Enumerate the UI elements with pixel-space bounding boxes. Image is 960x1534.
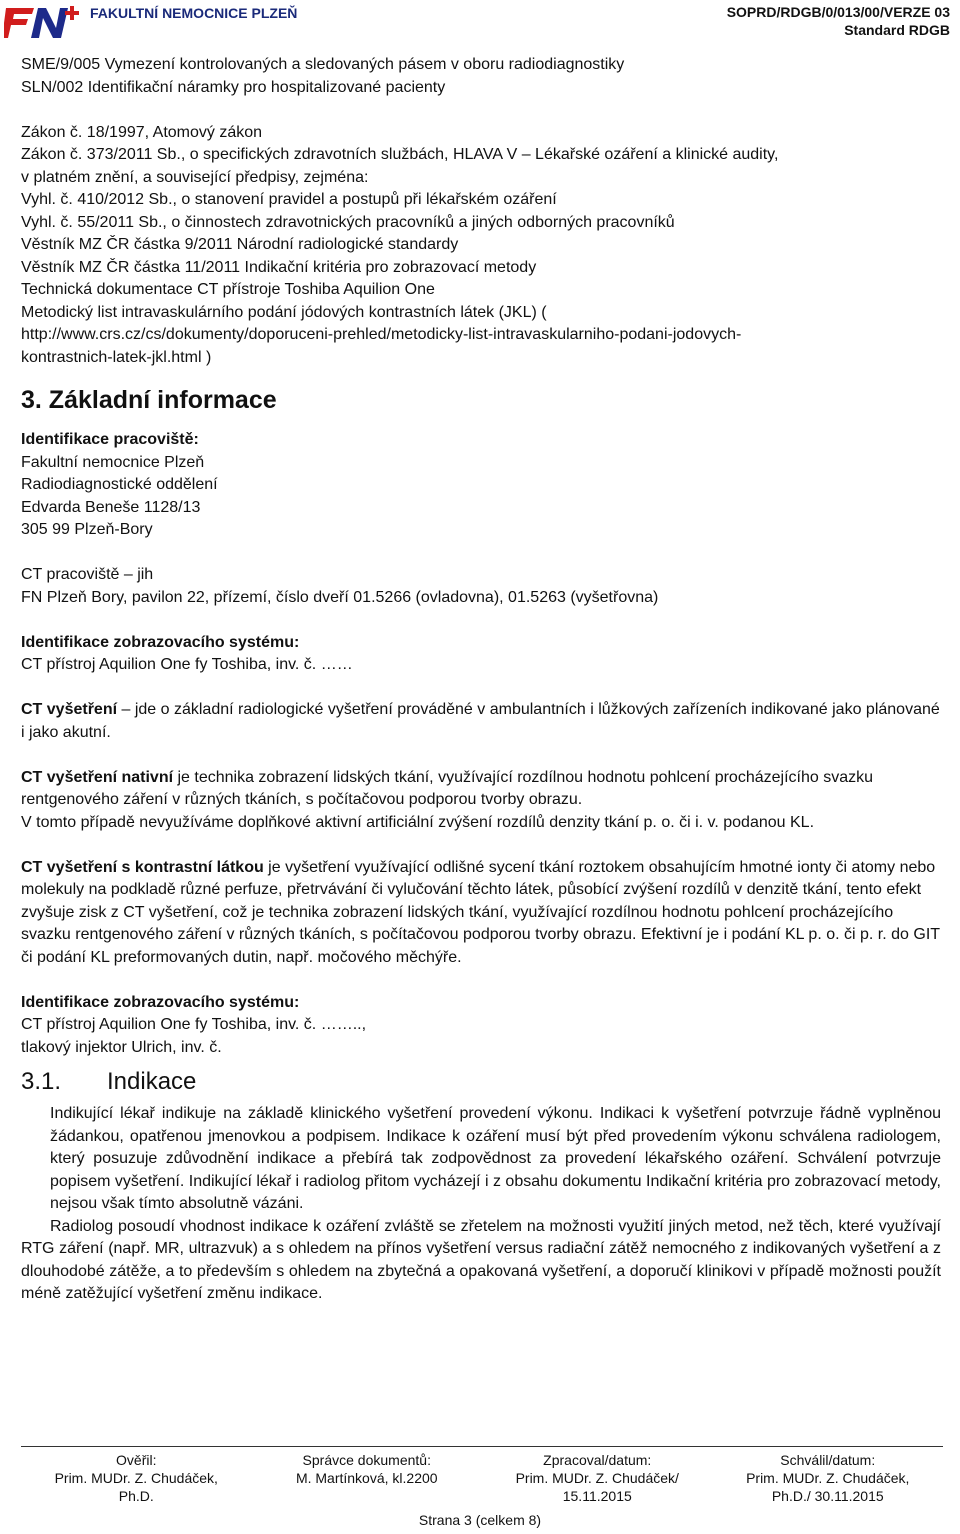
footer-value: Ph.D./ 30.11.2015: [771, 1488, 884, 1504]
ct-definition: [21, 699, 941, 744]
contrast-term: CT vyšetření s kontrastní látkou: [21, 858, 264, 876]
system-device: CT přístroj Aquilion One fy Toshiba, inv. č. ……..,: [21, 1016, 367, 1033]
contrast-definition: [21, 857, 941, 970]
footer-value: Prim. MUDr. Z. Chudáček,: [746, 1470, 910, 1486]
injector-line: tlakový injektor Ulrich, inv. č.: [21, 1038, 222, 1056]
ct-location: FN Plzeň Bory, pavilon 22, přízemí, číslo dveří 01.5266 (ovladovna), 01.5263 (vyšetřovna): [21, 588, 659, 606]
address-line: Fakultní nemocnice Plzeň: [21, 453, 205, 471]
ref-line: SLN/002 Identifikační náramky pro hospitalizované pacienty: [21, 78, 446, 96]
fn-logo: [4, 4, 84, 45]
workplace-label: Identifikace pracoviště:: [21, 431, 199, 448]
native-def-text: je technika zobrazení lidských tkání, využívající rozdílnou hodnotu pohlcení procházejícího svazku rentgenového záření v různých tkáních, s počítačovou podporou tvorby obrazu.: [21, 768, 873, 808]
address-line: Edvarda Beneše 1128/13: [21, 498, 201, 516]
footer-value: M. Martínková, kl.2200: [295, 1470, 438, 1486]
ref-line: Vyhl. č. 410/2012 Sb., o stanovení pravidel a postupů při lékařském ozáření: [21, 191, 557, 208]
footer-prepared: [482, 1447, 713, 1509]
address-line: Radiodiagnostické oddělení: [21, 476, 218, 493]
page-header: [0, 0, 960, 44]
ref-line: v platném znění, a související předpisy, zejména:: [21, 168, 369, 186]
address-line: 305 99 Plzeň-Bory: [21, 521, 153, 538]
ref-link[interactable]: http://www.crs.cz/cs/dokumenty/doporuceni-prehled/metodicky-list-intravaskularniho-podani-jodovych-: [21, 326, 742, 343]
ct-def-text: – jde o základní radiologické vyšetření prováděné v ambulantních i lůžkových zařízeních indikované jako plánované i jako akutní.: [21, 701, 940, 741]
footer-label: Ověřil:: [116, 1452, 157, 1468]
footer-label: Zpracoval/datum:: [543, 1452, 652, 1468]
footer-value: Ph.D.: [118, 1488, 154, 1504]
ref-line: SME/9/005 Vymezení kontrolovaných a sledovaných pásem v oboru radiodiagnostiky: [21, 56, 625, 73]
ref-line: Zákon č. 373/2011 Sb., o specifických zdravotních službách, HLAVA V – Lékařské ozáření a klinické audity,: [21, 146, 779, 163]
ref-line: Metodický list intravaskulárního podání jódových kontrastních látek (JKL) (: [21, 303, 547, 321]
indication-paragraph: Indikující lékař indikuje na základě klinického vyšetření provedení výkonu. Indikaci k vyšetření potvrzuje řádně vyplněnou žádankou, opatřenou jmenovkou a podpisem. Indikace k ozáření musí být před provedením výkonu schválena radiologem, který posuzuje zdůvodnění indikace a přebírá tak zodpovědnost za provedení lékařského ozáření. Schválení potvrzuje popisem vyšetření. Indikující lékař i radiolog přitom vycházejí i z obsahu dokumentu Indikační kritéria pro zobrazovací metody, nejsou však tímto absolutně vázáni.: [50, 1105, 941, 1212]
native-term: CT vyšetření nativní: [21, 768, 174, 786]
standard-text: Standard RDGB: [844, 22, 950, 38]
footer-approved: [713, 1447, 944, 1509]
ref-line: Věstník MZ ČR částka 9/2011 Národní radiologické standardy: [21, 236, 459, 253]
subsection-title: [21, 1067, 941, 1097]
doc-code-text: SOPRD/RDGB/0/013/00/VERZE 03: [726, 4, 950, 20]
ct-site: CT pracoviště – jih: [21, 566, 154, 583]
footer-label: Správce dokumentů:: [302, 1452, 431, 1468]
indication-paragraph: Radiolog posoudí vhodnost indikace k ozáření zvláště se zřetelem na možnosti využití jiných metod, než těch, které využívají RTG záření (např. MR, ultrazvuk) a s ohledem na přínos vyšetření versus radiační zátěž nemocného z indikovaných vyšetření a z dlouhodobé zátěže, a to především s ohledem na zbytečná a opakovaná vyšetření, a doporučí klinikovi v případě možnosti použít méně zatěžující vyšetření změnu indikace.: [21, 1217, 941, 1302]
document-body: [21, 54, 941, 1306]
page-number: Strana 3 (celkem 8): [418, 1512, 542, 1528]
native-note: V tomto případě nevyužíváme doplňkové aktivní artificiální zvýšení rozdílů denzity tkání p. o. či i. v. podanou KL.: [21, 813, 815, 831]
footer-value: Prim. MUDr. Z. Chudáček/: [515, 1470, 679, 1486]
system-label: Identifikace zobrazovacího systému:: [21, 633, 300, 651]
ref-line: Vyhl. č. 55/2011 Sb., o činnostech zdravotnických pracovníků a jiných odborných pracovníků: [21, 213, 675, 231]
native-definition: [21, 767, 941, 812]
subsection-number: 3.1.: [21, 1068, 62, 1095]
hospital-name: FAKULTNÍ NEMOCNICE PLZEŇ: [90, 5, 298, 21]
system-device: CT přístroj Aquilion One fy Toshiba, inv. č. ……: [21, 656, 353, 673]
footer-verified: [21, 1447, 252, 1509]
system-label: Identifikace zobrazovacího systému:: [21, 993, 300, 1011]
footer-value: 15.11.2015: [562, 1488, 632, 1504]
footer-admin: [252, 1447, 483, 1509]
footer-label: Schválil/datum:: [780, 1452, 876, 1468]
document-code: [727, 3, 950, 39]
ct-term: CT vyšetření: [21, 701, 118, 718]
subsection-name: Indikace: [107, 1068, 197, 1095]
ref-line: Technická dokumentace CT přístroje Toshiba Aquilion One: [21, 281, 435, 298]
ref-link[interactable]: kontrastnich-latek-jkl.html ): [21, 348, 212, 366]
footer-value: Prim. MUDr. Z. Chudáček,: [54, 1470, 218, 1486]
approval-footer: [21, 1446, 943, 1509]
section-title: 3. Základní informace: [21, 386, 277, 414]
ref-line: Zákon č. 18/1997, Atomový zákon: [21, 123, 263, 141]
ref-line: Věstník MZ ČR částka 11/2011 Indikační kritéria pro zobrazovací metody: [21, 258, 537, 276]
contrast-def-text: je vyšetření využívající odlišné sycení tkání roztokem obsahujícím hmotné ionty či atomy nebo molekuly na podkladě různé perfuze, přetrvávání či vylučování těchto látek, působící zvýšení rozdílů v denzitě tkání, tento efekt zvyšuje zisk z CT vyšetření, což je technika zobrazení lidských tkání, využívající rozdílnou hodnotu pohlcení procházejícího svazku rentgenového záření v různých tkáních, s počítačovou podporou tvorby obrazu. Efektivní je i podání KL p. o. či p. r. do GIT či podání KL preformovaných dutin, např. močového měchýře.: [21, 858, 940, 966]
